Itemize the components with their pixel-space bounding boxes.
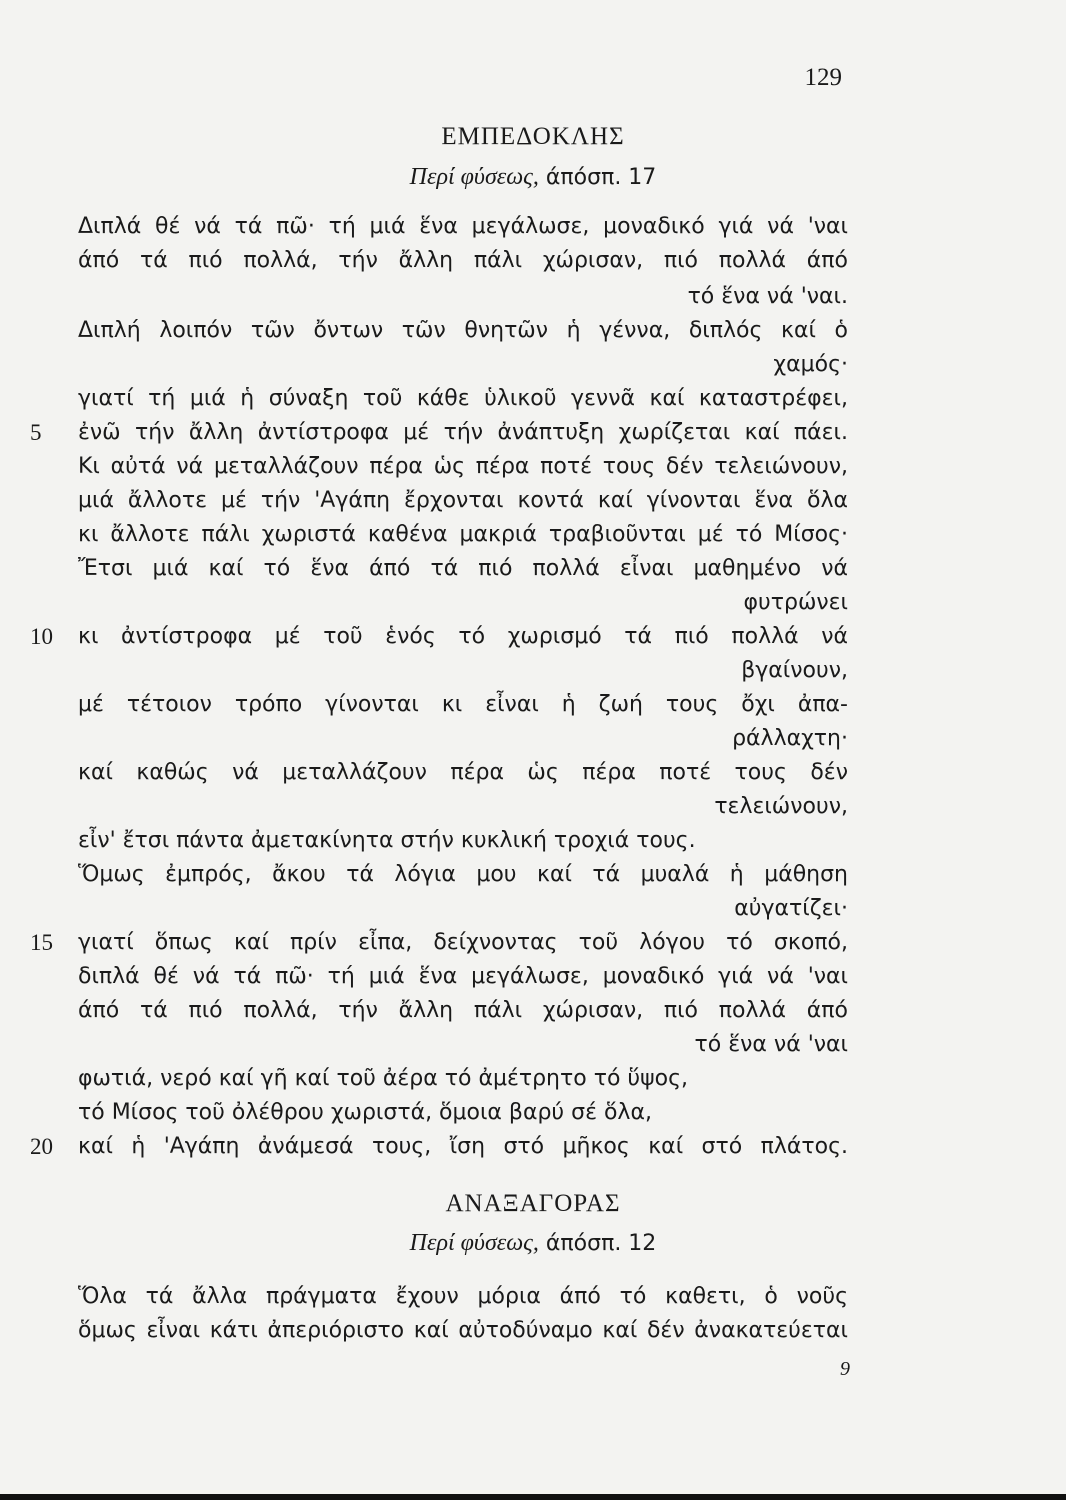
fragment-ref: άπόσπ. 17 [545, 165, 657, 190]
prose-line: ὅμως εἶναι κάτι ἀπεριόριστο καί αὐτοδύναμο καί δέν ἀνακατεύεται [78, 1318, 848, 1343]
line-number: 5 [30, 420, 42, 445]
poem-line: Κι αὐτά νά μεταλλάζουν πέρα ὡς πέρα ποτέ τους δέν τελειώνουν, [78, 454, 848, 479]
poem-line: Διπλή λοιπόν τῶν ὄντων τῶν θνητῶν ἡ γέννα, διπλός καί ὁ [78, 318, 848, 343]
line-number: 20 [30, 1134, 53, 1159]
poem-line: φυτρώνει [743, 590, 848, 615]
line-number: 15 [30, 930, 53, 955]
poem-line: διπλά θέ νά τά πῶ· τή μιά ἕνα μεγάλωσε, μοναδικό γιά νά 'ναι [78, 964, 848, 989]
poem-line: τελειώνουν, [714, 794, 848, 819]
scan-edge [0, 1494, 1066, 1500]
poem-line: τό ἕνα νά 'ναι. [687, 284, 848, 309]
line-number: 10 [30, 624, 53, 649]
poem-line: βγαίνουν, [741, 658, 848, 683]
poem-line: γιατί τή μιά ἡ σύναξη τοῦ κάθε ὑλικοῦ γεννᾶ καί καταστρέφει, [78, 386, 848, 411]
poem-line: κι ἀντίστροφα μέ τοῦ ἑνός τό χωρισμό τά πιό πολλά νά [78, 624, 848, 649]
section-title-empedocles: ΕΜΠΕΔΟΚΛΗΣ [441, 123, 625, 150]
poem-line: μιά ἄλλοτε μέ τήν 'Αγάπη ἔρχονται κοντά καί γίνονται ἕνα ὅλα [78, 488, 848, 513]
fragment-ref: άπόσπ. 12 [545, 1231, 657, 1256]
poem-line: καί ἡ 'Αγάπη ἀνάμεσά τους, ἴση στό μῆκος καί στό πλάτος. [78, 1134, 848, 1159]
poem-line: ράλλαχτη· [732, 726, 848, 751]
poem-line: Διπλά θέ νά τά πῶ· τή μιά ἕνα μεγάλωσε, μοναδικό γιά νά 'ναι [78, 214, 848, 239]
work-title: Περί φύσεως, [409, 164, 539, 190]
poem-line: εἶν' ἔτσι πάντα ἀμετακίνητα στήν κυκλική τροχιά τους. [78, 828, 696, 853]
page-number: 129 [804, 64, 842, 91]
section-subtitle-empedocles [0, 164, 1066, 191]
poem-line: χαμός· [773, 352, 848, 377]
section-title-anaxagoras: ΑΝΑΞΑΓΟΡΑΣ [445, 1190, 621, 1217]
poem-line: Ἔτσι μιά καί τό ἕνα άπό τά πιό πολλά εἶναι μαθημένο νά [78, 556, 848, 581]
poem-line: καί καθώς νά μεταλλάζουν πέρα ὡς πέρα ποτέ τους δέν [78, 760, 848, 785]
poem-line: γιατί ὅπως καί πρίν εἶπα, δείχνοντας τοῦ λόγου τό σκοπό, [78, 930, 848, 955]
poem-line: αὐγατίζει· [734, 896, 848, 921]
poem-line: Ὅμως ἐμπρός, ἄκου τά λόγια μου καί τά μυαλά ἡ μάθηση [78, 862, 848, 887]
poem-line: τό ἕνα νά 'ναι [694, 1032, 848, 1057]
poem-line: τό Μίσος τοῦ ὀλέθρου χωριστά, ὅμοια βαρύ σέ ὅλα, [78, 1100, 652, 1125]
work-title: Περί φύσεως, [409, 1230, 539, 1256]
poem-line: άπό τά πιό πολλά, τήν ἄλλη πάλι χώρισαν, πιό πολλά άπό [78, 248, 848, 273]
poem-line: κι ἄλλοτε πάλι χωριστά καθένα μακριά τραβιοῦνται μέ τό Μίσος· [78, 522, 848, 547]
signature-mark: 9 [840, 1358, 850, 1380]
poem-line: άπό τά πιό πολλά, τήν ἄλλη πάλι χώρισαν, πιό πολλά άπό [78, 998, 848, 1023]
poem-line: ἐνῶ τήν ἄλλη ἀντίστροφα μέ τήν ἀνάπτυξη χωρίζεται καί πάει. [78, 420, 848, 445]
poem-line: μέ τέτοιον τρόπο γίνονται κι εἶναι ἡ ζωή τους ὄχι ἀπα- [78, 692, 848, 717]
poem-line: φωτιά, νερό καί γῆ καί τοῦ ἀέρα τό ἀμέτρητο τό ὕψος, [78, 1066, 689, 1091]
section-subtitle-anaxagoras [0, 1230, 1066, 1257]
prose-line: Ὅλα τά ἄλλα πράγματα ἔχουν μόρια άπό τό καθετι, ὁ νοῦς [78, 1284, 848, 1309]
